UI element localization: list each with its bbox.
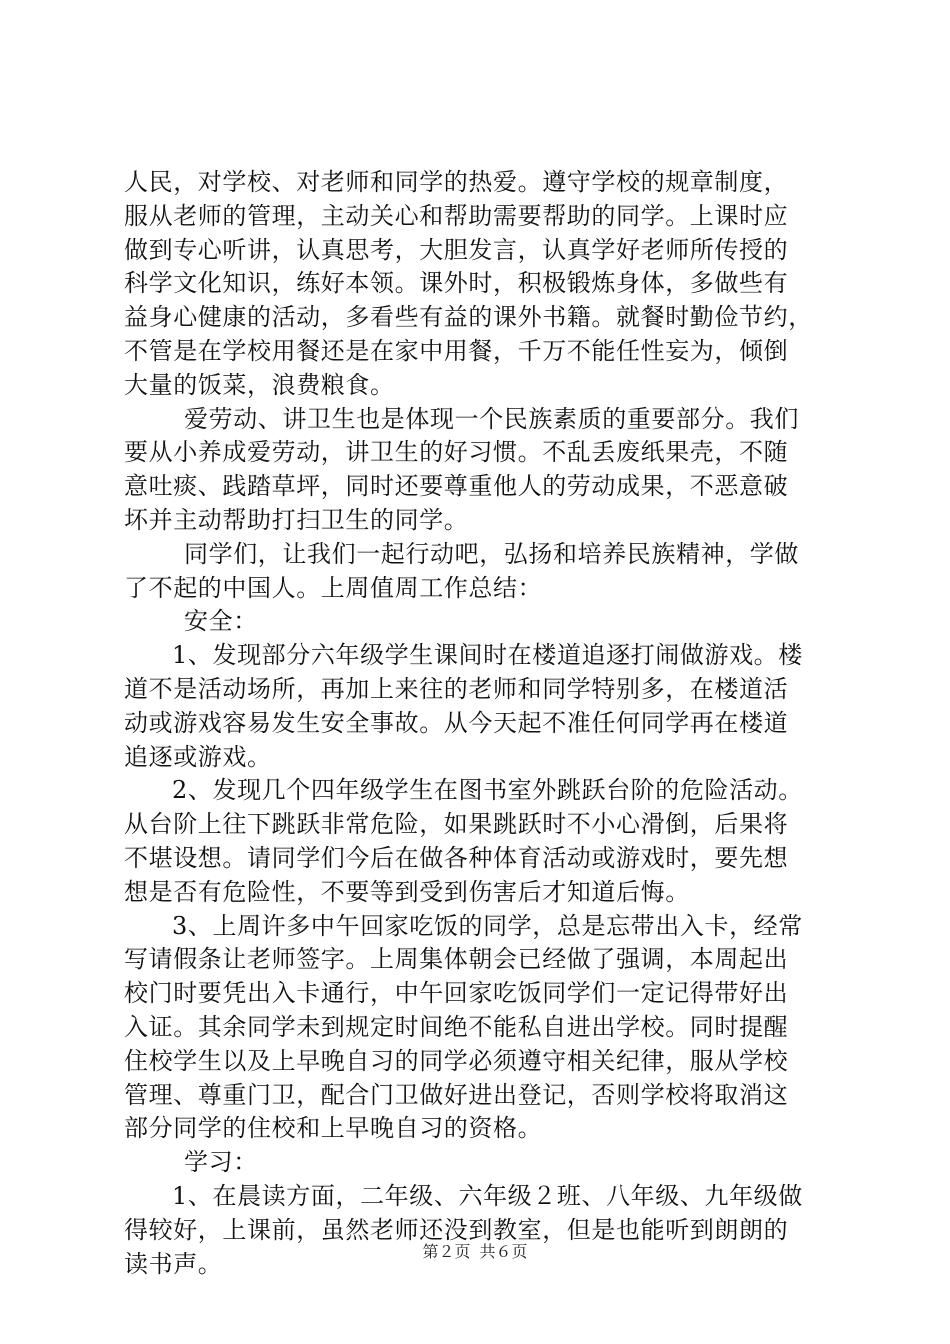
page-number: 第２页: [422, 1242, 471, 1261]
text-line: 动或游戏容易发生安全事故。从今天起不准任何同学再在楼道: [124, 708, 789, 737]
text-line: 入证。其余同学未到规定时间绝不能私自进出学校。同时提醒: [124, 1012, 789, 1041]
text-line: 服从老师的管理，主动关心和帮助需要帮助的同学。上课时应: [124, 201, 789, 230]
paragraph-start-line: 同学们，让我们一起行动吧，弘扬和培养民族精神，学做: [184, 539, 799, 568]
text-line: 不管是在学校用餐还是在家中用餐，千万不能任性妄为，倾倒: [124, 336, 789, 365]
text-line: 写请假条让老师签字。上周集体朝会已经做了强调，本周起出: [124, 945, 789, 974]
page-total: 共６页: [479, 1242, 528, 1261]
text-line: 管理、尊重门卫，配合门卫做好进出登记，否则学校将取消这: [124, 1080, 789, 1109]
text-line: 意吐痰、践踏草坪，同时还要尊重他人的劳动成果，不恶意破: [124, 472, 789, 501]
section-heading-study: 学习：: [184, 1148, 258, 1177]
text-line: 读书声。: [124, 1249, 223, 1278]
text-line: 科学文化知识，练好本领。课外时，积极锻炼身体，多做些有: [124, 269, 789, 298]
text-line: 想是否有危险性，不要等到受到伤害后才知道后悔。: [124, 877, 690, 906]
text-line: 从台阶上往下跳跃非常危险，如果跳跃时不小心滑倒，后果将: [124, 810, 789, 839]
text-line: 人民，对学校、对老师和同学的热爱。遵守学校的规章制度，: [124, 168, 789, 196]
text-line: 不堪设想。请同学们今后在做各种体育活动或游戏时，要先想: [124, 843, 789, 872]
text-line: 得较好，上课前，虽然老师还没到教室，但是也能听到朗朗的: [124, 1215, 789, 1244]
document-body: [124, 166, 844, 1281]
text-line: 校门时要凭出入卡通行，中午回家吃饭同学们一定记得带好出: [124, 979, 789, 1008]
text-line: 住校学生以及上早晚自习的同学必须遵守相关纪律，服从学校: [124, 1046, 789, 1075]
text-line: 追逐或游戏。: [124, 742, 272, 771]
text-line: 要从小养成爱劳动，讲卫生的好习惯。不乱丢废纸果壳，不随: [124, 438, 789, 467]
text-line: 益身心健康的活动，多看些有益的课外书籍。就餐时勤俭节约，: [124, 303, 813, 332]
paragraph-start-line: 1、发现部分六年级学生课间时在楼道追逐打闹做游戏。楼: [172, 641, 803, 670]
text-line: 做到专心听讲，认真思考，大胆发言，认真学好老师所传授的: [124, 235, 789, 264]
paragraph-start-line: 2、发现几个四年级学生在图书室外跳跃台阶的危险活动。: [172, 776, 803, 805]
paragraph-start-line: 1、在晨读方面，二年级、六年级２班、八年级、九年级做: [172, 1181, 803, 1210]
text-line: 大量的饭菜，浪费粮食。: [124, 370, 395, 399]
text-line: 道不是活动场所，再加上来往的老师和同学特别多，在楼道活: [124, 674, 789, 703]
section-heading-safety: 安全：: [184, 607, 258, 636]
text-line: 了不起的中国人。上周值周工作总结：: [124, 573, 543, 602]
paragraph-start-line: 3、上周许多中午回家吃饭的同学，总是忘带出入卡，经常: [172, 911, 803, 940]
page-footer: [0, 1242, 950, 1262]
text-line: 部分同学的住校和上早晚自习的资格。: [124, 1114, 543, 1143]
text-line: 坏并主动帮助打扫卫生的同学。: [124, 505, 469, 534]
paragraph-start-line: 爱劳动、讲卫生也是体现一个民族素质的重要部分。我们: [184, 404, 799, 433]
